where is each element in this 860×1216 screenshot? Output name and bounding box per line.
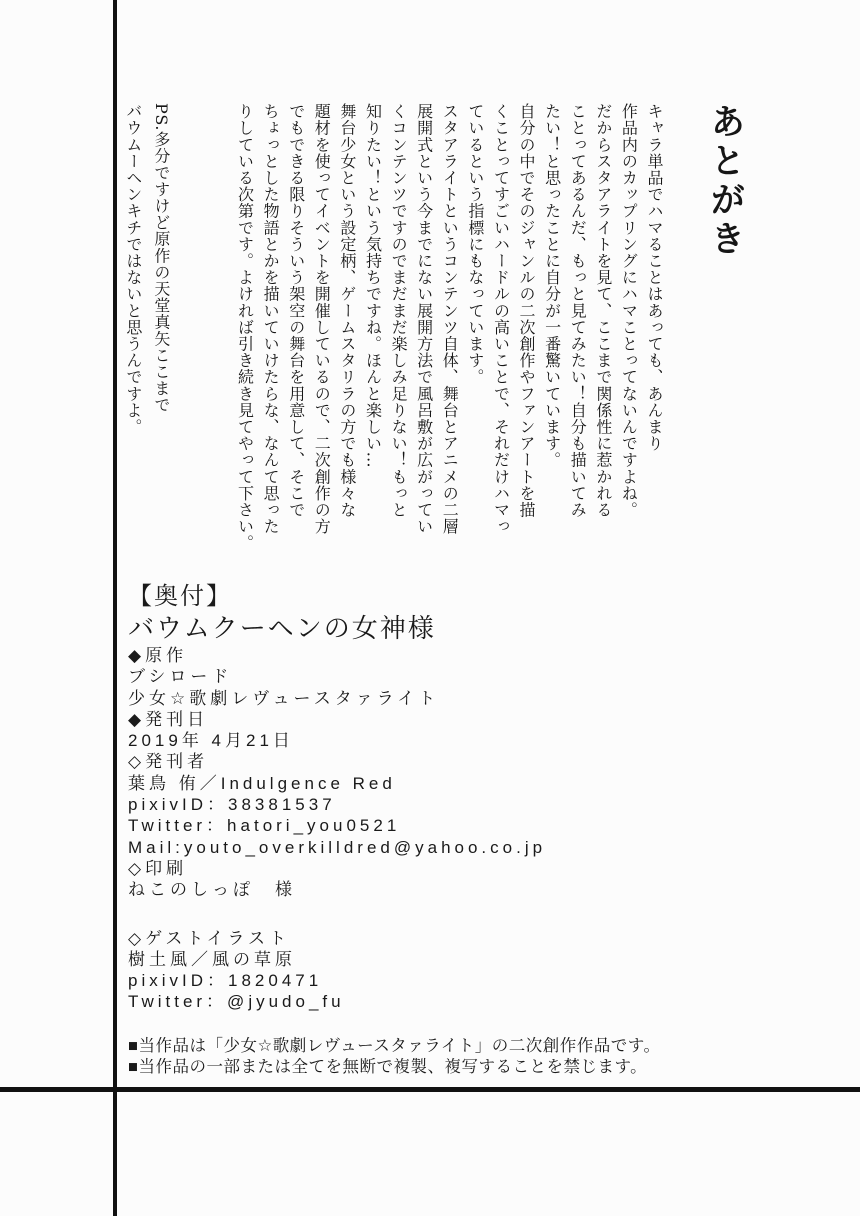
colophon-heading-printer: ◇印刷	[128, 858, 188, 878]
afterword-column: ているという指標にもなっています。	[465, 103, 485, 386]
afterword-column: ことってあるんだ、もっと見てみたい！自分も描いてみ	[568, 103, 588, 518]
colophon-publisher-pixiv-id: pixivID：38381537	[128, 795, 336, 815]
colophon-guest-twitter: Twitter：@jyudo_fu	[128, 992, 345, 1012]
colophon-heading-publisher: ◇発刊者	[128, 752, 209, 772]
colophon-original-title: 少女☆歌劇レヴュースタァライト	[128, 688, 440, 708]
afterword-column: 展開式という今までにない展開方法で風呂敷が広がってい	[414, 103, 434, 535]
page-left-border-line	[113, 0, 117, 1216]
work-title: バウムクーヘンの女神様	[128, 613, 436, 643]
derivative-work-notice: ■当作品は「少女☆歌劇レヴュースタァライト」の二次創作作品です。	[128, 1036, 661, 1055]
afterword-column: たい！と思ったことに自分が一番驚いています。	[542, 103, 562, 469]
afterword-column: 知りたい！という気持ちですね。ほんと楽しい…	[363, 103, 383, 469]
colophon-publisher-twitter: Twitter：hatori_you0521	[128, 816, 401, 836]
afterword-column: 作品内のカップリングにハマことってないんですよね。	[619, 103, 639, 518]
colophon-printer-name: ねこのしっぽ 様	[128, 880, 296, 900]
afterword-column: 舞台少女という設定柄、ゲームスタリラの方でも様々な	[337, 103, 357, 518]
colophon-section-label: 【奥付】	[128, 583, 232, 610]
afterword-column: でもできる限りそういう架空の舞台を用意して、そこで	[286, 103, 306, 518]
colophon-section	[128, 581, 708, 1079]
colophon-original-publisher: ブシロード	[128, 667, 233, 687]
afterword-section	[119, 103, 745, 605]
afterword-column: だからスタアライトを見て、ここまで関係性に惹かれる	[593, 103, 613, 518]
colophon-spacer	[128, 901, 708, 928]
afterword-column: りしている次第です。よければ引き続き見てやって下さい。	[235, 103, 255, 552]
afterword-column: ちょっとした物語とかを描いていけたらな、なんて思った	[261, 103, 281, 535]
afterword-title: あとがき	[705, 103, 746, 259]
colophon-heading-original-work: ◆原作	[128, 646, 188, 665]
afterword-column: くことってすごいハードルの高いことで、それだけハマっ	[491, 103, 511, 535]
afterword-column: くコンテンツですのでまだまだ楽しみ足りない！もっと	[389, 103, 409, 518]
afterword-column: スタアライトというコンテンツ自体、舞台とアニメの二層	[440, 103, 460, 535]
afterword-ps-column: PS.多分ですけど原作の天堂真矢ここまで	[151, 103, 171, 414]
afterword-column: 自分の中でそのジャンルの二次創作やファンアートを描	[517, 103, 537, 518]
afterword-column: キャラ単品でハマることはあっても、あんまり	[645, 103, 664, 452]
colophon-heading-guest-illustration: ◇ゲストイラスト	[128, 928, 291, 948]
afterword-column: 題材を使ってイベントを開催しているので、二次創作の方	[312, 103, 332, 535]
colophon-publication-date: 2019年 4月21日	[128, 731, 294, 751]
page-bottom-border-line	[0, 1087, 860, 1092]
afterword-ps-column: バウムーヘンキチではないと思うんですよ。	[123, 103, 143, 435]
colophon-publisher-mail: Mail:youto_overkilldred@yahoo.co.jp	[128, 837, 547, 857]
colophon-guest-name: 樹土風／風の草原	[128, 949, 296, 969]
colophon-guest-pixiv-id: pixivID：1820471	[128, 971, 323, 991]
no-reproduction-notice: ■当作品の一部または全てを無断で複製、複写することを禁じます。	[128, 1058, 648, 1077]
colophon-spacer	[128, 1013, 708, 1036]
colophon-heading-publication-date: ◆発刊日	[128, 709, 209, 729]
colophon-publisher-name: 葉鳥 侑／Indulgence Red	[128, 773, 396, 793]
